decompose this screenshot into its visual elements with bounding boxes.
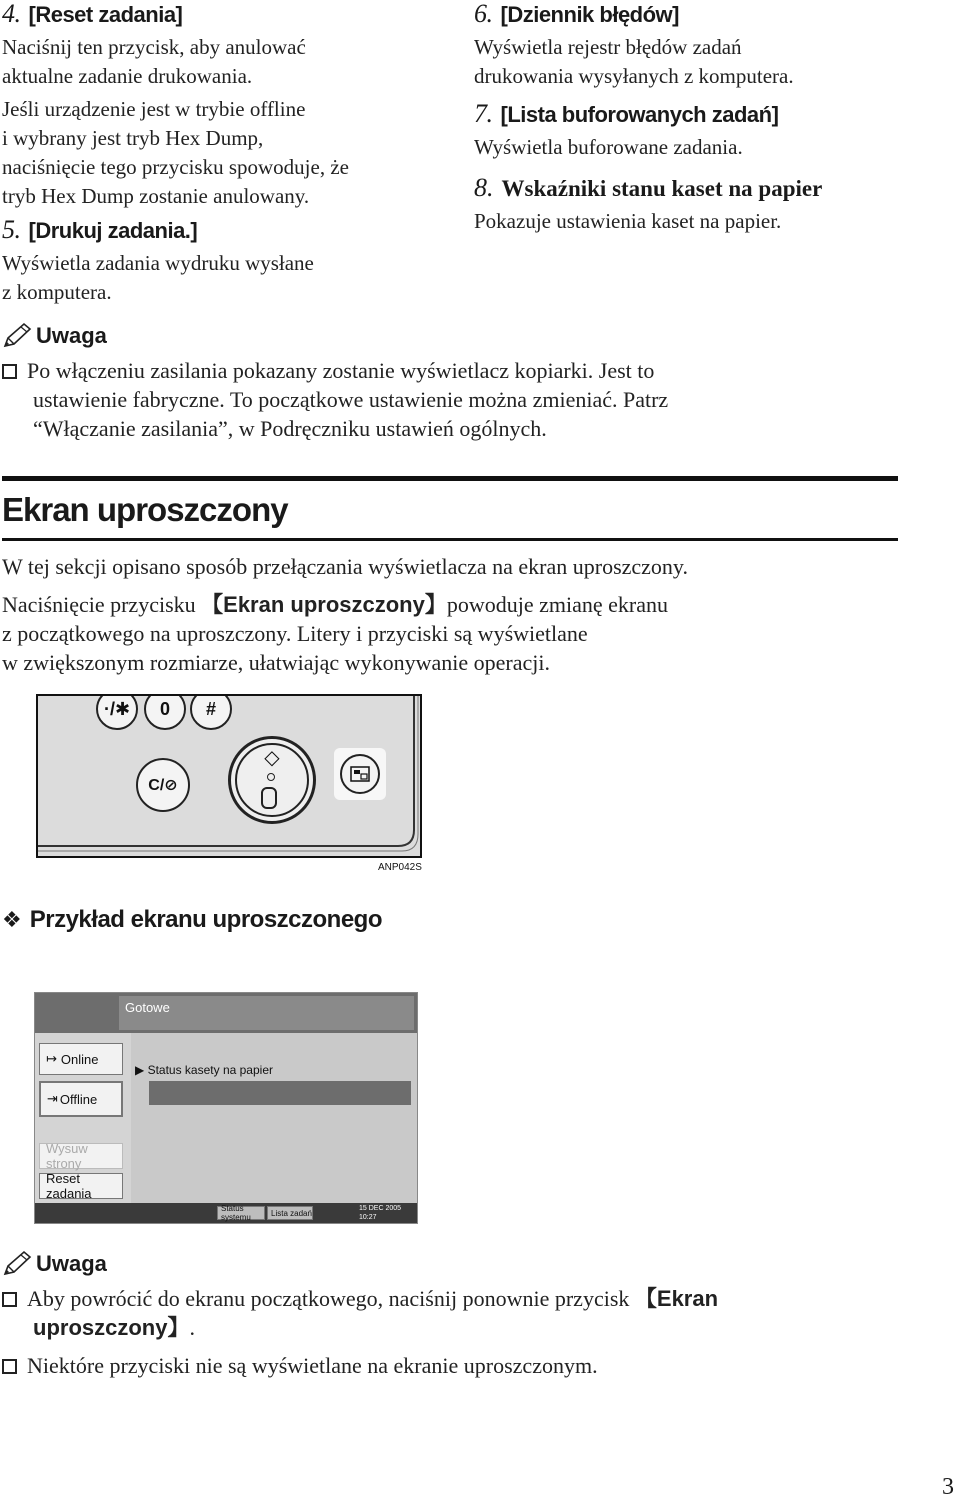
pencil-icon xyxy=(2,322,32,350)
checkbox-bullet-icon xyxy=(2,364,17,379)
item-5-line: Wyświetla zadania wydruku wysłane xyxy=(2,251,314,275)
screen-datetime xyxy=(359,1204,401,1222)
key-hash[interactable]: # xyxy=(190,694,232,730)
item-4 xyxy=(2,0,442,211)
system-status-label: Status systemu xyxy=(221,1204,251,1222)
example-heading xyxy=(2,906,382,934)
item-7-title: [Lista buforowanych zadań] xyxy=(500,102,779,127)
start-led-icon xyxy=(267,773,275,781)
online-icon: ↦ xyxy=(46,1051,57,1066)
item-6-line: drukowania wysyłanych z komputera. xyxy=(474,64,794,88)
note-2-item-1 xyxy=(2,1284,922,1342)
online-label: Online xyxy=(60,1051,99,1067)
note-1-line: Po włączeniu zasilania pokazany zostanie wyświetlacz kopiarki. Jest to xyxy=(27,358,655,383)
item-4-body xyxy=(2,33,442,211)
simple-screen-key-label: uproszczony】 xyxy=(33,1315,190,1340)
note-1-line: ustawienie fabryczne. To początkowe ustawienie można zmieniać. Patrz xyxy=(33,387,669,412)
page-number: 3 xyxy=(942,1474,954,1500)
section-title: Ekran uproszczony xyxy=(2,491,288,528)
section-top-rule xyxy=(2,476,898,481)
item-5 xyxy=(2,216,442,307)
item-6-heading xyxy=(474,0,954,29)
note-2-title: Uwaga xyxy=(36,1251,107,1276)
item-6 xyxy=(474,0,954,91)
reset-job-label: Reset zadania xyxy=(46,1171,92,1201)
job-list-label: Lista zadań xyxy=(271,1208,312,1218)
note-2-text: . xyxy=(189,1315,195,1340)
item-4-line: Jeśli urządzenie jest w trybie offline xyxy=(2,97,306,121)
item-7 xyxy=(474,100,954,162)
simplified-screen xyxy=(34,992,418,1224)
item-8-number: 8. xyxy=(474,173,494,202)
item-6-line: Wyświetla rejestr błędów zadań xyxy=(474,35,742,59)
item-5-body xyxy=(2,249,442,307)
simple-screen-key-label: 【Ekran xyxy=(634,1286,719,1311)
section-paragraph xyxy=(2,590,902,677)
item-8-body xyxy=(474,207,954,236)
play-arrow-icon: ▶ xyxy=(135,1063,145,1077)
key-clear-stop[interactable]: C/⊘ xyxy=(136,758,190,812)
pencil-icon xyxy=(2,1250,32,1278)
item-4-line: Naciśnij ten przycisk, aby anulować xyxy=(2,35,306,59)
note-1-heading xyxy=(2,322,902,350)
note-1-first-line xyxy=(2,356,902,385)
paragraph-line: w zwiększonym rozmiarze, ułatwiając wykonywanie operacji. xyxy=(2,650,550,675)
note-1-line: “Włączanie zasilania”, w Podręczniku ustawień ogólnych. xyxy=(33,416,547,441)
reset-job-button[interactable] xyxy=(39,1173,123,1199)
screen-status-text: Gotowe xyxy=(125,1000,170,1015)
note-2-heading xyxy=(2,1250,922,1278)
item-8-title: Wskaźniki stanu kaset na papier xyxy=(501,176,823,201)
item-4-line: naciśnięcie tego przycisku spowoduje, że xyxy=(2,155,349,179)
offline-button[interactable] xyxy=(39,1081,123,1117)
diamond-bullet-icon: ❖ xyxy=(2,907,22,933)
item-8-heading xyxy=(474,174,954,203)
paragraph-line: z początkowego na uproszczony. Litery i przyciski są wyświetlane xyxy=(2,621,588,646)
note-2-item-2 xyxy=(2,1351,922,1380)
system-status-tab[interactable] xyxy=(217,1206,265,1220)
note-2-text: Niektóre przyciski nie są wyświetlane na ekranie uproszczonym. xyxy=(27,1353,598,1378)
start-indicator-icon xyxy=(261,787,277,809)
item-7-line: Wyświetla buforowane zadania. xyxy=(474,135,743,159)
paragraph-text: Naciśnięcie przycisku xyxy=(2,592,202,617)
item-6-body xyxy=(474,33,954,91)
section-bottom-rule xyxy=(2,538,898,541)
item-5-line: z komputera. xyxy=(2,280,112,304)
item-8 xyxy=(474,174,954,236)
example-title: Przykład ekranu uproszczonego xyxy=(29,906,382,933)
offline-icon: ⇥ xyxy=(47,1091,58,1106)
item-4-line: i wybrany jest tryb Hex Dump, xyxy=(2,126,264,150)
item-8-line: Pokazuje ustawienia kaset na papier. xyxy=(474,209,782,233)
item-4-number: 4. xyxy=(2,0,21,28)
section-intro: W tej sekcji opisano sposób przełączania wyświetlacza na ekran uproszczony. xyxy=(2,554,689,579)
item-6-number: 6. xyxy=(474,0,493,28)
item-4-line: aktualne zadanie drukowania. xyxy=(2,64,253,88)
eject-page-label: Wysuw strony xyxy=(46,1141,88,1171)
checkbox-bullet-icon xyxy=(2,1292,17,1307)
item-5-title: [Drukuj zadania.] xyxy=(28,218,198,243)
paragraph-text: powoduje zmianę ekranu xyxy=(446,592,668,617)
note-2 xyxy=(2,1250,922,1380)
key-asterisk[interactable]: ·/✱ xyxy=(96,694,138,730)
note-2-text: Aby powrócić do ekranu początkowego, naciśnij ponownie przycisk xyxy=(27,1286,635,1311)
eject-page-button xyxy=(39,1143,123,1169)
figure-caption: ANP042S xyxy=(378,862,422,873)
item-7-body xyxy=(474,133,954,162)
key-zero[interactable]: 0 xyxy=(144,694,186,730)
note-1-title: Uwaga xyxy=(36,323,107,348)
checkbox-bullet-icon xyxy=(2,1359,17,1374)
simple-screen-key-label: 【Ekran uproszczony】 xyxy=(201,592,447,617)
screen-time: 10:27 xyxy=(359,1214,377,1221)
paper-status-field xyxy=(149,1081,411,1105)
offline-label: Offline xyxy=(59,1091,98,1107)
item-4-title: [Reset zadania] xyxy=(28,2,183,27)
item-4-line: tryb Hex Dump zostanie anulowany. xyxy=(2,184,310,208)
control-panel-illustration xyxy=(36,694,422,858)
paper-status-text: Status kasety na papier xyxy=(147,1063,273,1077)
note-1-text xyxy=(2,356,902,443)
paper-status-label xyxy=(135,1063,273,1077)
start-key[interactable] xyxy=(228,736,316,824)
simple-screen-icon xyxy=(350,766,370,782)
screen-date: 15 DEC 2005 xyxy=(359,1205,402,1212)
start-symbol-icon: ◇ xyxy=(264,747,280,769)
item-5-number: 5. xyxy=(2,215,21,244)
item-6-title: [Dziennik błędów] xyxy=(500,2,679,27)
simple-screen-key[interactable] xyxy=(334,748,386,800)
screen-status-bar xyxy=(35,993,417,1033)
online-button[interactable] xyxy=(39,1043,123,1075)
simple-screen-key-button xyxy=(340,754,380,794)
note-1 xyxy=(2,322,902,443)
item-7-heading xyxy=(474,100,954,129)
screen-bottom-bar xyxy=(35,1203,417,1223)
item-5-heading xyxy=(2,216,442,245)
job-list-tab[interactable] xyxy=(267,1206,313,1220)
item-4-heading xyxy=(2,0,442,29)
item-7-number: 7. xyxy=(474,99,493,128)
